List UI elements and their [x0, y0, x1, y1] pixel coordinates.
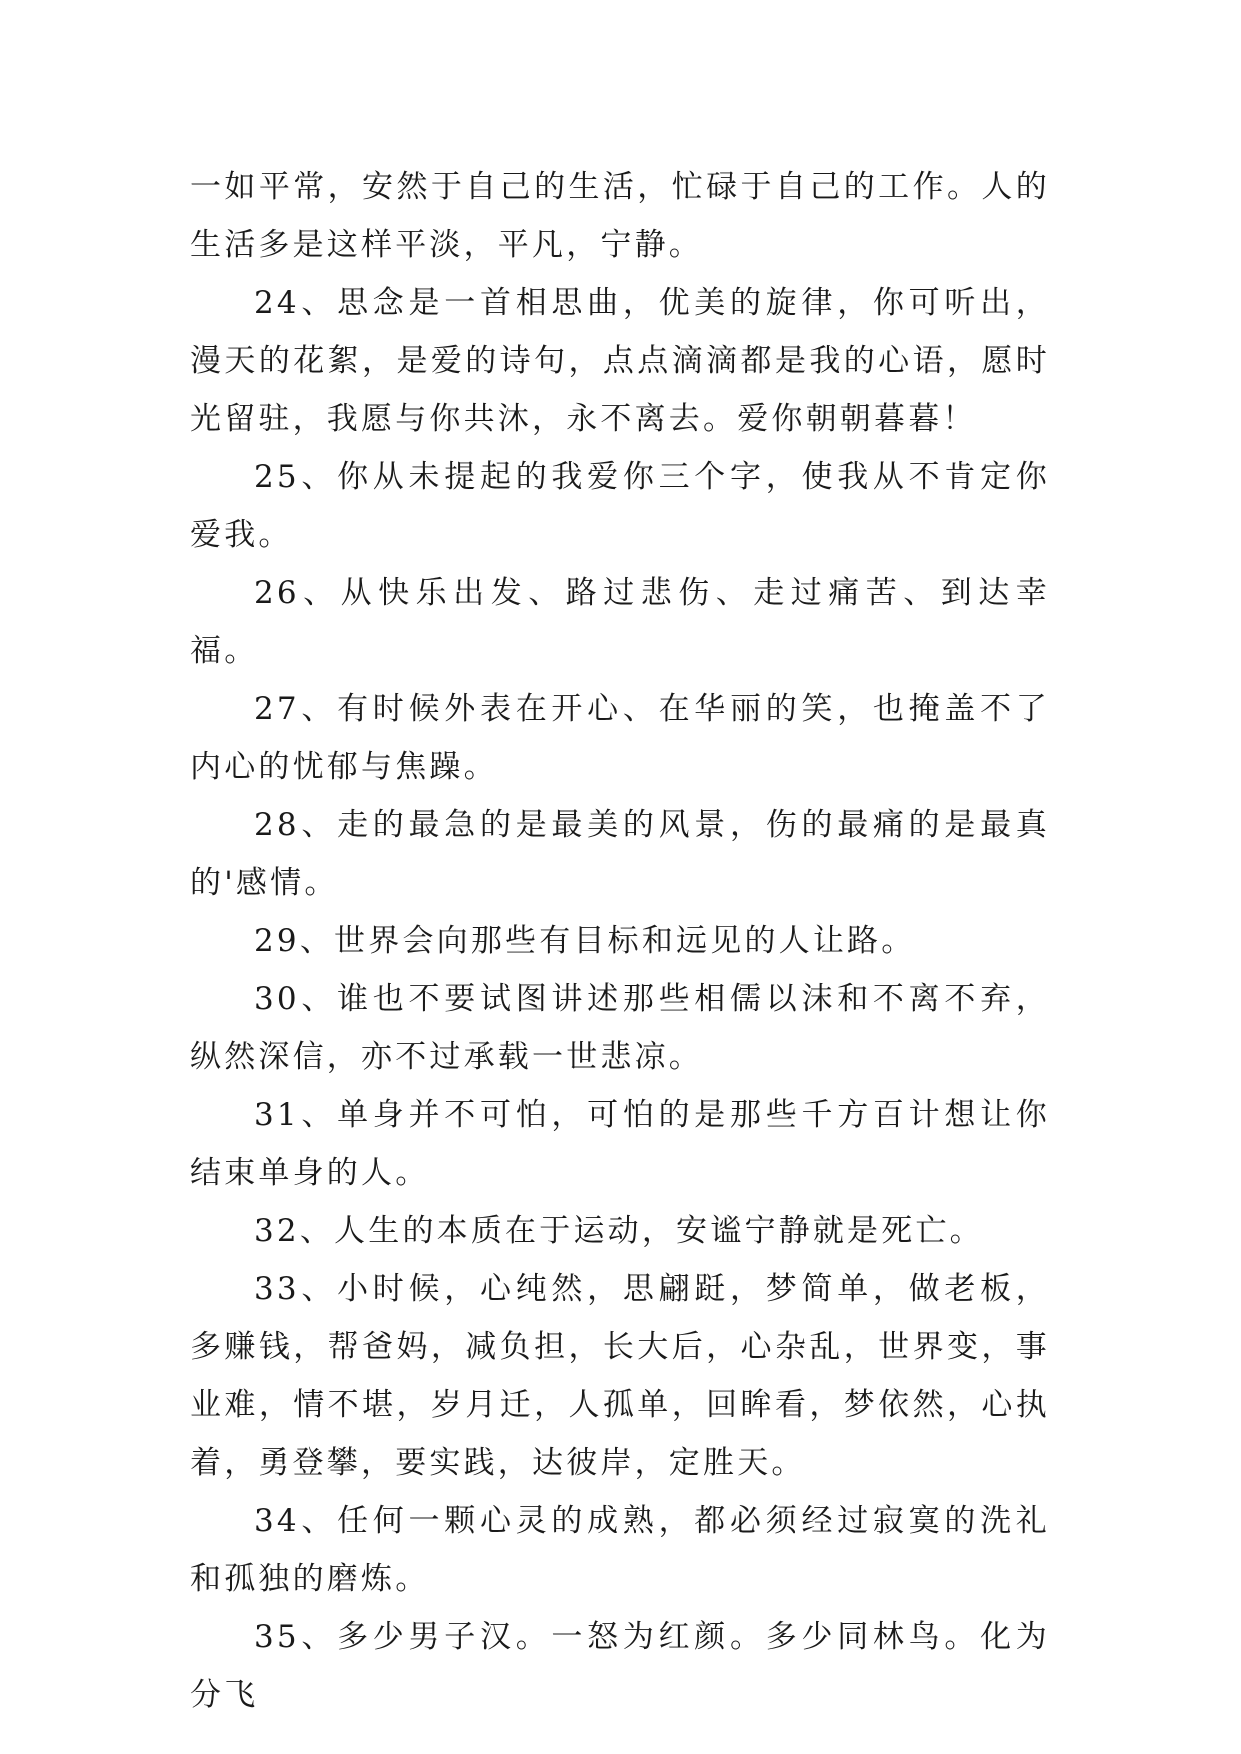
paragraph-35: 35、多少男子汉。一怒为红颜。多少同林鸟。化为分飞: [190, 1619, 1050, 1713]
paragraph-continuation: 一如平常，安然于自己的生活，忙碌于自己的工作。人的生活多是这样平淡，平凡，宁静。: [190, 169, 1050, 263]
paragraph-33: 33、小时候，心纯然，思翩跹，梦简单，做老板，多赚钱，帮爸妈，减负担，长大后，心杂乱，世界变，事业难，情不堪，岁月迁，人孤单，回眸看，梦依然，心执着，勇登攀，要实践，达彼岸，定胜天。: [190, 1271, 1050, 1481]
paragraph-24: 24、思念是一首相思曲，优美的旋律，你可听出，漫天的花絮，是爱的诗句，点点滴滴都是我的心语，愿时光留驻，我愿与你共沐，永不离去。爱你朝朝暮暮！: [190, 285, 1050, 437]
paragraph-34: 34、任何一颗心灵的成熟，都必须经过寂寞的洗礼和孤独的磨炼。: [190, 1503, 1050, 1597]
paragraph-25: 25、你从未提起的我爱你三个字，使我从不肯定你爱我。: [190, 459, 1050, 553]
paragraph-29: 29、世界会向那些有目标和远见的人让路。: [254, 923, 916, 959]
paragraph-31: 31、单身并不可怕，可怕的是那些千方百计想让你结束单身的人。: [190, 1097, 1050, 1191]
document-body: [190, 158, 1050, 1724]
paragraph-26: 26、从快乐出发、路过悲伤、走过痛苦、到达幸福。: [190, 575, 1050, 669]
paragraph-28: 28、走的最急的是最美的风景，伤的最痛的是最真的'感情。: [190, 807, 1050, 901]
paragraph-30: 30、谁也不要试图讲述那些相儒以沫和不离不弃，纵然深信，亦不过承载一世悲凉。: [190, 981, 1050, 1075]
paragraph-27: 27、有时候外表在开心、在华丽的笑，也掩盖不了内心的忧郁与焦躁。: [190, 691, 1050, 785]
paragraph-32: 32、人生的本质在于运动，安谧宁静就是死亡。: [254, 1213, 984, 1249]
